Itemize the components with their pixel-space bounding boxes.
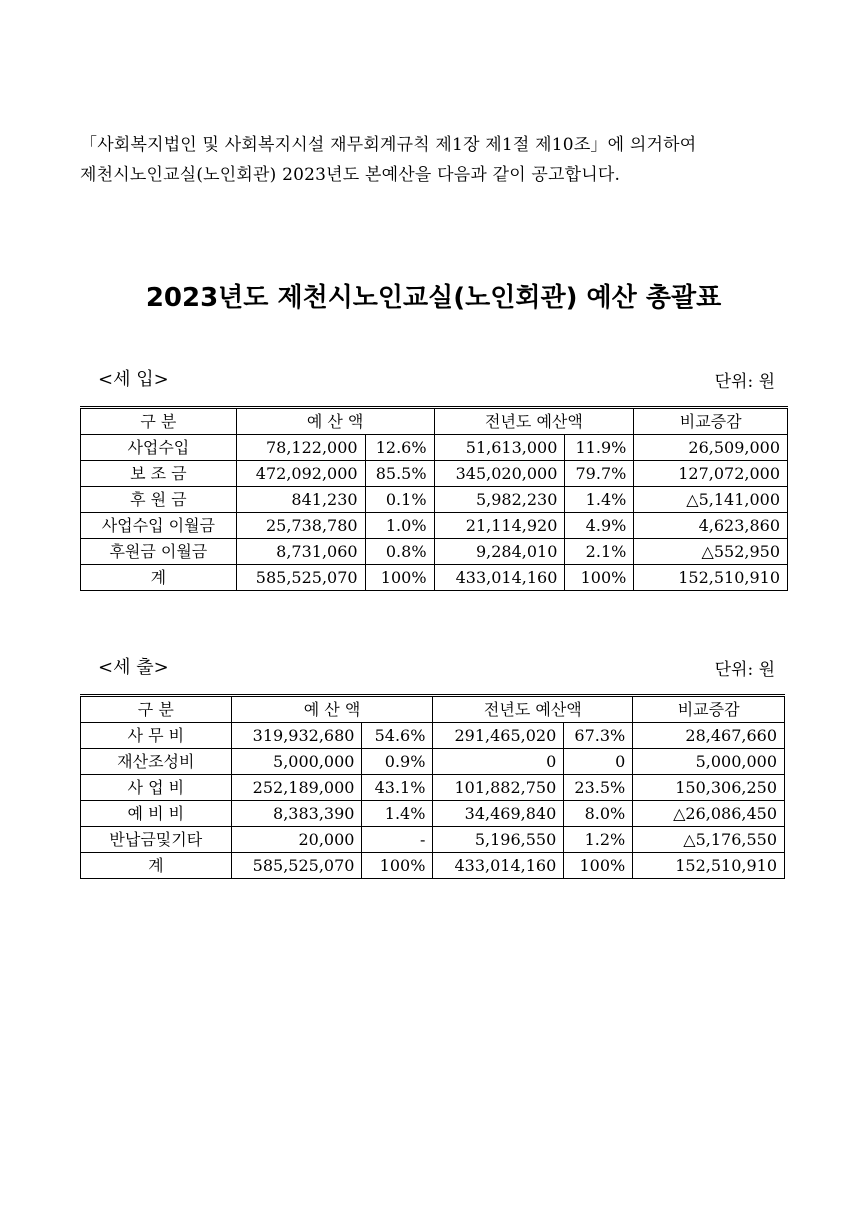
row-prev-pct: 11.9% [565,435,634,461]
header-budget: 예 산 액 [236,408,434,435]
row-prev-pct: 1.4% [565,487,634,513]
header-prev-budget: 전년도 예산액 [434,408,634,435]
row-budget: 585,525,070 [236,565,365,591]
total-row [81,565,788,591]
row-budget: 5,000,000 [231,749,362,775]
intro-line-2: 제천시노인교실(노인회관) 2023년도 본예산을 다음과 같이 공고합니다. [80,165,621,185]
row-category: 사업수입 이월금 [81,513,237,539]
row-budget: 8,731,060 [236,539,365,565]
header-budget: 예 산 액 [231,696,433,723]
table-row [81,513,788,539]
header-category: 구 분 [81,696,232,723]
row-budget-pct: - [362,827,433,853]
row-prev-pct: 79.7% [565,461,634,487]
intro-line-1: 「사회복지법인 및 사회복지시설 재무회계규칙 제1장 제1절 제10조」에 의거하여 [80,135,697,155]
revenue-header-row [81,408,788,435]
table-row [81,723,785,749]
row-budget-pct: 85.5% [365,461,434,487]
row-diff: 28,467,660 [633,723,785,749]
row-prev: 433,014,160 [433,853,564,879]
row-diff: 152,510,910 [633,853,785,879]
row-diff: 127,072,000 [634,461,788,487]
row-prev-pct: 100% [565,565,634,591]
row-budget-pct: 100% [365,565,434,591]
row-budget-pct: 1.0% [365,513,434,539]
table-row [81,487,788,513]
row-prev: 51,613,000 [434,435,565,461]
row-category: 사업수입 [81,435,237,461]
table-row [81,827,785,853]
row-diff: 5,000,000 [633,749,785,775]
row-budget: 585,525,070 [231,853,362,879]
table-row [81,749,785,775]
row-prev-pct: 67.3% [564,723,633,749]
table-row [81,801,785,827]
row-category: 사 업 비 [81,775,232,801]
row-category: 후 원 금 [81,487,237,513]
row-diff: △5,141,000 [634,487,788,513]
row-prev-pct: 8.0% [564,801,633,827]
row-budget: 25,738,780 [236,513,365,539]
row-budget: 841,230 [236,487,365,513]
table-row [81,435,788,461]
row-category: 사 무 비 [81,723,232,749]
row-prev: 101,882,750 [433,775,564,801]
row-budget-pct: 0.8% [365,539,434,565]
revenue-section-label: <세 입> [98,369,169,390]
row-prev: 5,196,550 [433,827,564,853]
row-budget: 319,932,680 [231,723,362,749]
row-budget: 20,000 [231,827,362,853]
header-difference: 비교증감 [634,408,788,435]
table-row [81,539,788,565]
header-category: 구 분 [81,408,237,435]
row-budget-pct: 100% [362,853,433,879]
row-category: 후원금 이월금 [81,539,237,565]
row-prev-pct: 4.9% [565,513,634,539]
row-prev: 5,982,230 [434,487,565,513]
total-row [81,853,785,879]
row-budget-pct: 12.6% [365,435,434,461]
header-prev-budget: 전년도 예산액 [433,696,633,723]
row-diff: 26,509,000 [634,435,788,461]
expense-header-row [81,696,785,723]
row-diff: △552,950 [634,539,788,565]
row-budget-pct: 43.1% [362,775,433,801]
row-prev-pct: 100% [564,853,633,879]
row-category: 계 [81,853,232,879]
row-prev: 21,114,920 [434,513,565,539]
row-prev-pct: 1.2% [564,827,633,853]
row-prev: 345,020,000 [434,461,565,487]
row-prev: 433,014,160 [434,565,565,591]
row-category: 반납금및기타 [81,827,232,853]
header-difference: 비교증감 [633,696,785,723]
row-category: 예 비 비 [81,801,232,827]
row-prev-pct: 0 [564,749,633,775]
row-budget-pct: 1.4% [362,801,433,827]
row-budget: 472,092,000 [236,461,365,487]
row-prev-pct: 2.1% [565,539,634,565]
row-prev: 291,465,020 [433,723,564,749]
row-diff: 4,623,860 [634,513,788,539]
row-budget: 8,383,390 [231,801,362,827]
table-row [81,775,785,801]
row-budget: 78,122,000 [236,435,365,461]
page-title: 2023년도 제천시노인교실(노인회관) 예산 총괄표 [145,283,722,313]
row-budget-pct: 0.9% [362,749,433,775]
expense-table [80,694,785,879]
revenue-table [80,406,788,591]
row-category: 보 조 금 [81,461,237,487]
row-prev-pct: 23.5% [564,775,633,801]
expense-section-label: <세 출> [98,657,169,678]
row-category: 계 [81,565,237,591]
row-diff: 152,510,910 [634,565,788,591]
row-budget-pct: 0.1% [365,487,434,513]
row-diff: △5,176,550 [633,827,785,853]
row-prev: 34,469,840 [433,801,564,827]
row-prev: 0 [433,749,564,775]
row-diff: △26,086,450 [633,801,785,827]
expense-unit-label: 단위: 원 [714,660,775,680]
row-prev: 9,284,010 [434,539,565,565]
revenue-unit-label: 단위: 원 [714,372,775,392]
intro-paragraph [80,130,785,190]
row-budget-pct: 54.6% [362,723,433,749]
row-budget: 252,189,000 [231,775,362,801]
row-diff: 150,306,250 [633,775,785,801]
row-category: 재산조성비 [81,749,232,775]
table-row [81,461,788,487]
